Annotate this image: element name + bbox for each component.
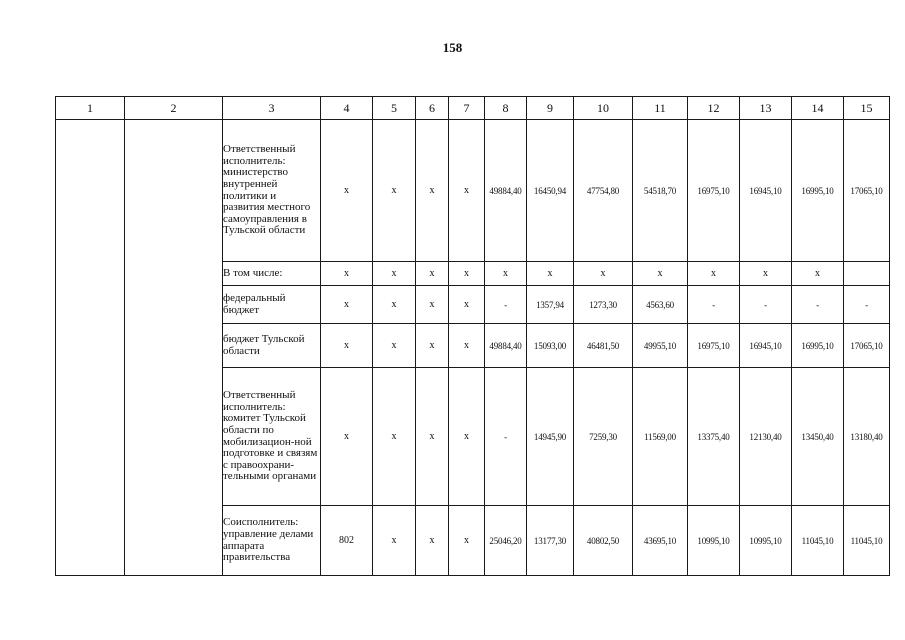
- table-cell: x: [373, 368, 416, 506]
- table-cell: x: [373, 506, 416, 576]
- column-header: 7: [449, 97, 485, 120]
- column-header: 15: [844, 97, 890, 120]
- row-label: Ответственный исполнитель: министерство внутренней политики и развития местного самоуправления в Тульской области: [223, 120, 321, 262]
- table-cell: 10995,10: [740, 506, 792, 576]
- table-cell: x: [321, 368, 373, 506]
- table-cell: x: [321, 286, 373, 324]
- table-cell: x: [321, 262, 373, 286]
- table-cell: x: [449, 286, 485, 324]
- table-cell: -: [485, 368, 527, 506]
- table-cell: x: [416, 324, 449, 368]
- table-cell: 15093,00: [527, 324, 574, 368]
- table-cell: 13450,40: [792, 368, 844, 506]
- table-cell: 49884,40: [485, 324, 527, 368]
- row-label: Соисполнитель: управление делами аппарата правительства: [223, 506, 321, 576]
- table-cell: x: [373, 324, 416, 368]
- empty-cell: [125, 120, 223, 576]
- table-cell: 16945,10: [740, 120, 792, 262]
- row-label: Ответственный исполнитель: комитет Тульской области по мобилизацион-ной подготовке и связям с правоохрани-тельными органами: [223, 368, 321, 506]
- table-cell: x: [416, 506, 449, 576]
- column-header: 1: [56, 97, 125, 120]
- column-header: 9: [527, 97, 574, 120]
- empty-cell: [56, 120, 125, 576]
- table-cell: 4563,60: [633, 286, 688, 324]
- table-cell: 10995,10: [688, 506, 740, 576]
- table-cell: 16995,10: [792, 324, 844, 368]
- table-cell: -: [485, 286, 527, 324]
- table-cell: x: [321, 324, 373, 368]
- table-cell: x: [416, 120, 449, 262]
- table-cell: 49884,40: [485, 120, 527, 262]
- table-cell: 11045,10: [792, 506, 844, 576]
- table-cell: 40802,50: [574, 506, 633, 576]
- table-cell: x: [449, 506, 485, 576]
- table-row: [56, 120, 890, 262]
- table-cell: -: [688, 286, 740, 324]
- table-cell: x: [449, 120, 485, 262]
- table-cell: 17065,10: [844, 324, 890, 368]
- page-number: 158: [442, 40, 463, 55]
- column-header: 5: [373, 97, 416, 120]
- table-cell: 1357,94: [527, 286, 574, 324]
- table-cell: 11569,00: [633, 368, 688, 506]
- table-cell: x: [449, 368, 485, 506]
- table-cell: x: [416, 368, 449, 506]
- column-header: 8: [485, 97, 527, 120]
- column-header: 6: [416, 97, 449, 120]
- table-cell: x: [740, 262, 792, 286]
- row-label: бюджет Тульской области: [223, 324, 321, 368]
- table-cell: 16995,10: [792, 120, 844, 262]
- table-cell: 43695,10: [633, 506, 688, 576]
- table-cell: x: [373, 262, 416, 286]
- header-row: [56, 97, 890, 120]
- table-cell: 54518,70: [633, 120, 688, 262]
- table-cell: 16450,94: [527, 120, 574, 262]
- table-cell: x: [449, 324, 485, 368]
- column-header: 2: [125, 97, 223, 120]
- column-header: 13: [740, 97, 792, 120]
- table-cell: -: [792, 286, 844, 324]
- table-cell: 16945,10: [740, 324, 792, 368]
- table-cell: x: [485, 262, 527, 286]
- table-cell: [844, 262, 890, 286]
- table-cell: 1273,30: [574, 286, 633, 324]
- table-cell: x: [449, 262, 485, 286]
- table-cell: x: [574, 262, 633, 286]
- table-cell: 802: [321, 506, 373, 576]
- table-cell: x: [416, 286, 449, 324]
- table-cell: 49955,10: [633, 324, 688, 368]
- row-label: федеральный бюджет: [223, 286, 321, 324]
- table-cell: x: [416, 262, 449, 286]
- table-cell: x: [321, 120, 373, 262]
- table-cell: 25046,20: [485, 506, 527, 576]
- budget-table: [55, 96, 890, 576]
- table-cell: -: [740, 286, 792, 324]
- table-cell: 13177,30: [527, 506, 574, 576]
- table-cell: 47754,80: [574, 120, 633, 262]
- table-cell: x: [527, 262, 574, 286]
- table-cell: 11045,10: [844, 506, 890, 576]
- table-cell: 16975,10: [688, 324, 740, 368]
- table-cell: 16975,10: [688, 120, 740, 262]
- table-cell: 13180,40: [844, 368, 890, 506]
- column-header: 10: [574, 97, 633, 120]
- table-cell: x: [688, 262, 740, 286]
- column-header: 12: [688, 97, 740, 120]
- table-cell: 46481,50: [574, 324, 633, 368]
- table-cell: x: [373, 286, 416, 324]
- column-header: 14: [792, 97, 844, 120]
- table-cell: x: [633, 262, 688, 286]
- column-header: 11: [633, 97, 688, 120]
- table-cell: 14945,90: [527, 368, 574, 506]
- column-header: 3: [223, 97, 321, 120]
- table-cell: -: [844, 286, 890, 324]
- table-cell: x: [792, 262, 844, 286]
- table-cell: 12130,40: [740, 368, 792, 506]
- table-cell: 17065,10: [844, 120, 890, 262]
- table-cell: 7259,30: [574, 368, 633, 506]
- table-cell: x: [373, 120, 416, 262]
- table-cell: 13375,40: [688, 368, 740, 506]
- column-header: 4: [321, 97, 373, 120]
- row-label: В том числе:: [223, 262, 321, 286]
